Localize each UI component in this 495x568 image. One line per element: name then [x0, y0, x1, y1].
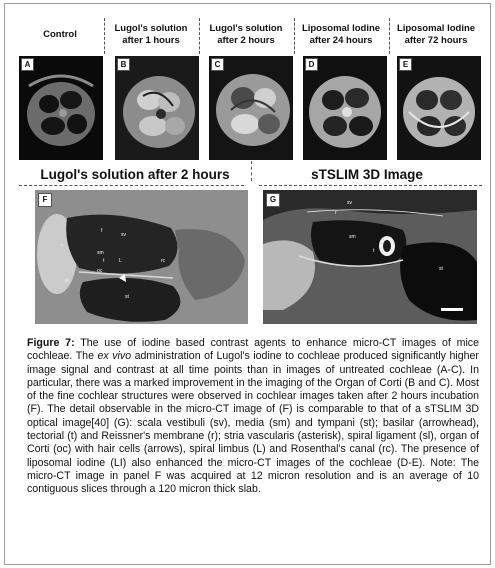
panel-b-image: [115, 56, 199, 160]
panel-letter-a: A: [21, 58, 34, 71]
panel-letter-g: G: [266, 193, 280, 207]
label-sm: sm: [97, 250, 104, 256]
divider: [259, 185, 482, 186]
label-t: t: [373, 248, 375, 254]
label-liposomal-72h: Liposomal Iodine after 72 hours: [396, 23, 476, 46]
label-sv: sv: [121, 232, 126, 238]
label-f: f: [101, 228, 103, 234]
section-title-right: sTSLIM 3D Image: [311, 167, 423, 182]
label-oc: oc: [97, 268, 103, 274]
panel-letter-b: B: [117, 58, 130, 71]
label-sl: sl: [65, 278, 69, 284]
figure-number: Figure 7:: [27, 337, 75, 349]
panel-a-image: [19, 56, 103, 160]
figure-panels: [19, 18, 482, 329]
figure-frame: [4, 3, 491, 565]
label-lugol-2h: Lugol's solution after 2 hours: [209, 23, 283, 46]
panel-letter-d: D: [305, 58, 318, 71]
label-sm: sm: [349, 234, 356, 240]
label-r: r: [335, 210, 337, 216]
figure-caption: [27, 337, 479, 497]
panel-c-image: [209, 56, 293, 160]
label-t: t: [103, 258, 105, 264]
divider: [19, 185, 244, 186]
label-star: *: [61, 244, 63, 250]
label-lugol-1h: Lugol's solution after 1 hours: [114, 23, 188, 46]
panel-g-image: [263, 190, 477, 324]
panel-letter-e: E: [399, 58, 412, 71]
label-sv: sv: [347, 200, 352, 206]
label-control: Control: [43, 29, 77, 40]
caption-italic: ex vivo: [97, 350, 132, 363]
label-st: st: [439, 266, 443, 272]
panel-e-image: [397, 56, 481, 160]
label-L: L: [119, 258, 122, 264]
panel-letter-f: F: [38, 193, 52, 207]
label-liposomal-24h: Liposomal Iodine after 24 hours: [301, 23, 381, 46]
label-st: st: [125, 294, 129, 300]
panel-f-image: [35, 190, 248, 324]
panel-d-image: [303, 56, 387, 160]
panel-letter-c: C: [211, 58, 224, 71]
caption-text: administration of Lugol's iodine to cochleae produced significantly higher image signal and contrast at all time points than in images of untreated cochleae (A-C). In particular, there was a marked improvement in the imaging of the Organ of Corti (B and C). Most of the fine cochlear structures were observed in cochlear images taken after 2 hours incubation (F). The detail observable in the micro-CT image of (F) is comparable to that of a sTSLIM 3D optical image[40] (G): scala vestibuli (sv), media (sm) and tympani (st); basilar (arrowhead), tectorial (t) and Reissner's membrane (r); stria vascularis (asterisk), spiral ligament (sl), organ of Corti (oc) with hair cells (arrows), spiral limbus (L) and Rosenthal's canal (rc). The presence of liposomal iodine (LI) also enhanced the micro-CT images of the cochleae (D-E). Note: The micro-CT image in panel F was acquired at 12 micron resolution and is an average of 10 contiguous slices through a 120 micron thick slab.: [27, 350, 479, 496]
section-title-left: Lugol's solution after 2 hours: [40, 167, 230, 182]
label-rc: rc: [161, 258, 166, 264]
caption-text: The use of iodine based contrast agents to enhance micro-CT images of mice cochleae. The: [27, 337, 479, 363]
